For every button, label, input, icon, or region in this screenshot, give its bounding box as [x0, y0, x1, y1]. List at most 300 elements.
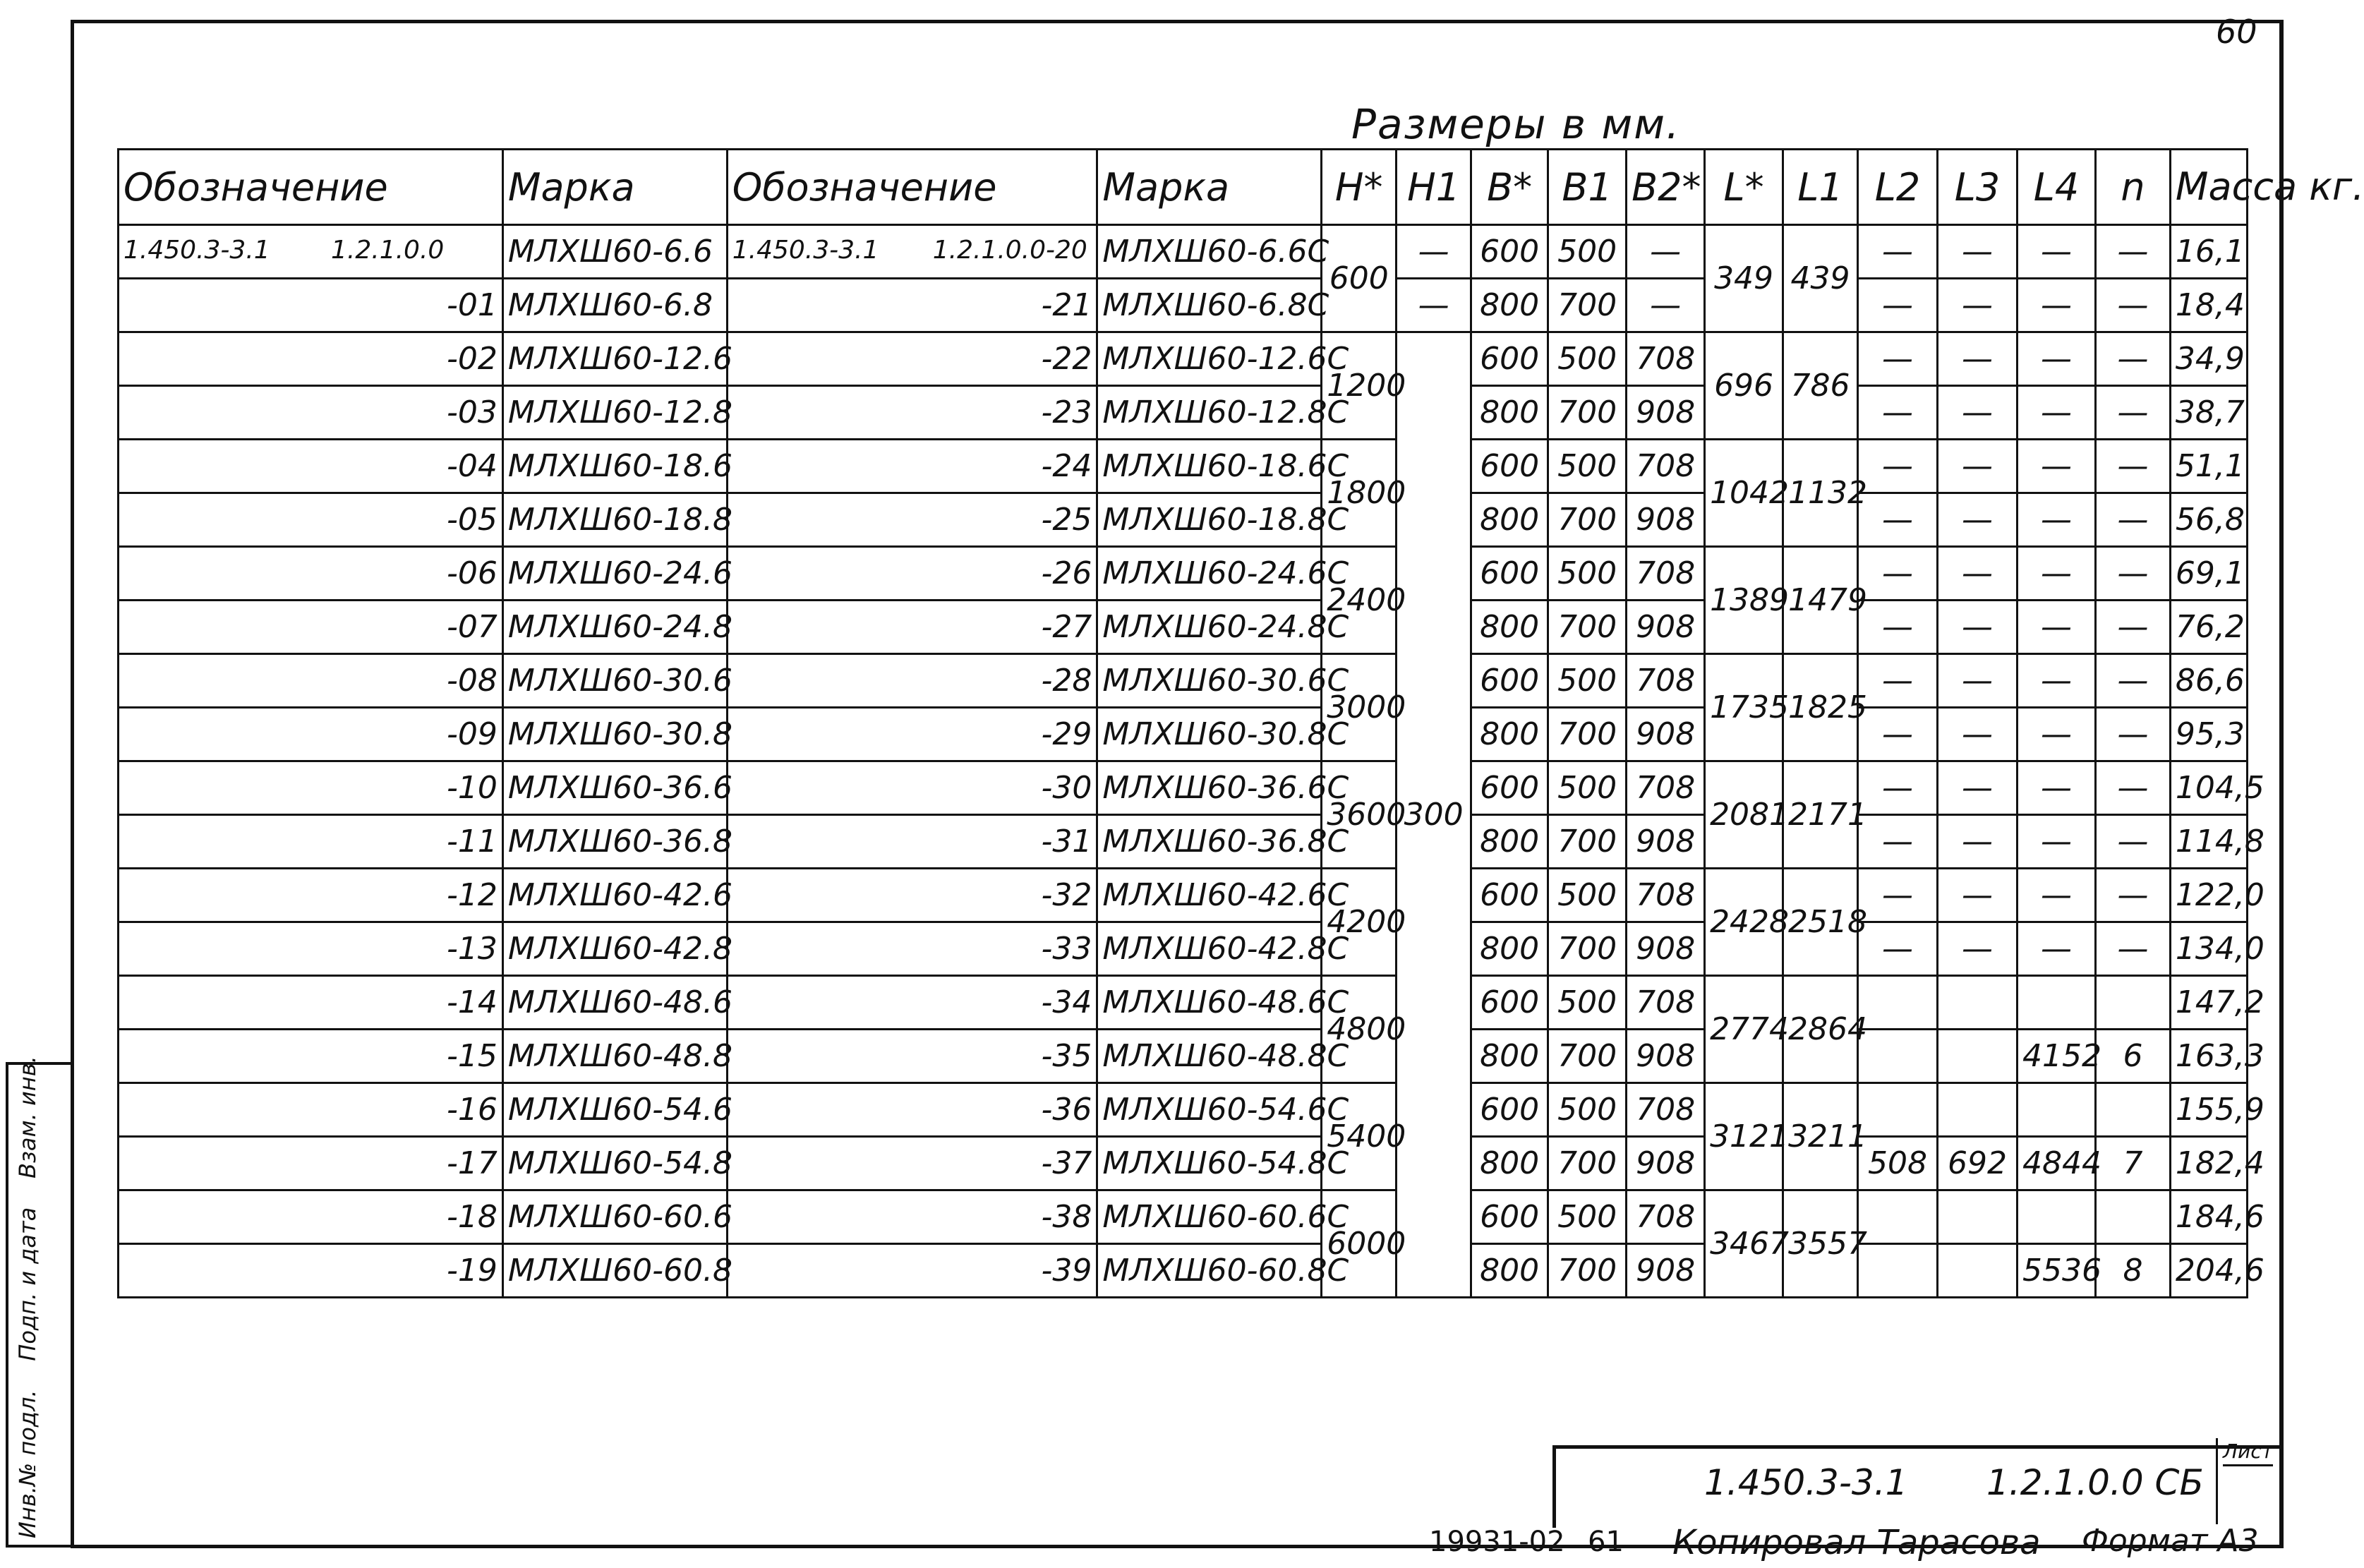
designation-right-suffix: -29 — [1041, 716, 1092, 752]
designation-left-suffix: -17 — [447, 1145, 497, 1181]
cell-l3 — [1937, 1030, 2017, 1083]
designation-left — [119, 1244, 503, 1298]
cell-l2 — [1857, 976, 1937, 1030]
cell-mass: 16,1 — [2170, 225, 2247, 279]
cell-mass: 147,2 — [2170, 976, 2247, 1030]
header-n: n — [2095, 150, 2170, 225]
designation-left — [119, 815, 503, 869]
mark-right: МЛХШ60-24.8С — [1097, 601, 1322, 654]
header-designation-1: Обозначение — [119, 150, 503, 225]
cell-b: 600 — [1471, 1190, 1548, 1244]
cell-l3 — [1937, 976, 2017, 1030]
cell-l1: 2864 — [1783, 976, 1858, 1083]
cell-b2: 708 — [1627, 332, 1705, 386]
cell-l3: — — [1937, 386, 2017, 440]
table-row — [119, 279, 2248, 332]
cell-n — [2095, 976, 2170, 1030]
cell-l4: 4152 — [2017, 1030, 2095, 1083]
cell-l3: — — [1937, 547, 2017, 601]
cell-l4: — — [2017, 225, 2095, 279]
cell-mass: 122,0 — [2170, 869, 2247, 922]
table-row — [119, 1244, 2248, 1298]
header-mark-2: Марка — [1097, 150, 1322, 225]
cell-n: — — [2095, 547, 2170, 601]
designation-left-suffix: -08 — [447, 663, 497, 699]
cell-l1: 3211 — [1783, 1083, 1858, 1190]
cell-n — [2095, 1190, 2170, 1244]
designation-left-suffix: -14 — [447, 984, 497, 1020]
cell-l3: — — [1937, 601, 2017, 654]
cell-b: 800 — [1471, 601, 1548, 654]
cell-b: 800 — [1471, 1137, 1548, 1190]
cell-mass: 56,8 — [2170, 493, 2247, 547]
cell-mass: 86,6 — [2170, 654, 2247, 708]
cell-l2 — [1857, 1030, 1937, 1083]
designation-right — [727, 225, 1097, 279]
cell-b: 600 — [1471, 225, 1548, 279]
designation-right — [727, 976, 1097, 1030]
cell-mass: 163,3 — [2170, 1030, 2247, 1083]
cell-l3: — — [1937, 225, 2017, 279]
cell-n: — — [2095, 869, 2170, 922]
designation-left-suffix: -19 — [447, 1253, 497, 1289]
footer-format: Формат А3 — [2082, 1523, 2259, 1559]
designation-left-suffix: -07 — [447, 609, 497, 645]
header-b2: B2* — [1627, 150, 1705, 225]
cell-l2: — — [1857, 386, 1937, 440]
designation-right-suffix: -31 — [1041, 824, 1092, 860]
mark-left: МЛХШ60-30.8 — [502, 708, 727, 761]
cell-b1: 500 — [1548, 1190, 1627, 1244]
cell-l: 2081 — [1705, 761, 1783, 869]
mark-right: МЛХШ60-48.8С — [1097, 1030, 1322, 1083]
side-stamp-labels — [14, 1056, 41, 1538]
mark-left: МЛХШ60-6.6 — [502, 225, 727, 279]
cell-l2: — — [1857, 225, 1937, 279]
cell-l3: — — [1937, 279, 2017, 332]
cell-h: 4800 — [1322, 976, 1397, 1083]
table-row — [119, 1083, 2248, 1137]
cell-l: 3121 — [1705, 1083, 1783, 1190]
cell-l2: — — [1857, 601, 1937, 654]
designation-right-suffix: -28 — [1041, 663, 1092, 699]
mark-right: МЛХШ60-30.6С — [1097, 654, 1322, 708]
cell-l4: — — [2017, 761, 2095, 815]
designation-left — [119, 547, 503, 601]
cell-b2: 908 — [1627, 922, 1705, 976]
cell-b2: 908 — [1627, 815, 1705, 869]
cell-h: 5400 — [1322, 1083, 1397, 1190]
cell-l4: — — [2017, 440, 2095, 493]
table-row — [119, 815, 2248, 869]
designation-left — [119, 708, 503, 761]
cell-l4: — — [2017, 279, 2095, 332]
cell-h: 1200 — [1322, 332, 1397, 440]
cell-l1: 1825 — [1783, 654, 1858, 761]
cell-l4: — — [2017, 493, 2095, 547]
header-l3: L3 — [1937, 150, 2017, 225]
cell-n: — — [2095, 922, 2170, 976]
designation-right-suffix: -25 — [1041, 502, 1092, 538]
mark-right: МЛХШ60-54.6С — [1097, 1083, 1322, 1137]
cell-b: 800 — [1471, 1244, 1548, 1298]
cell-l: 1042 — [1705, 440, 1783, 547]
mark-left: МЛХШ60-48.8 — [502, 1030, 727, 1083]
designation-left-suffix: -05 — [447, 502, 497, 538]
cell-l2 — [1857, 1083, 1937, 1137]
cell-b1: 700 — [1548, 386, 1627, 440]
table-row — [119, 708, 2248, 761]
designation-right — [727, 922, 1097, 976]
mark-right: МЛХШ60-42.8С — [1097, 922, 1322, 976]
cell-l3: — — [1937, 708, 2017, 761]
cell-b1: 700 — [1548, 1030, 1627, 1083]
cell-b1: 700 — [1548, 1244, 1627, 1298]
cell-l4: 5536 — [2017, 1244, 2095, 1298]
cell-l1: 2171 — [1783, 761, 1858, 869]
table-row — [119, 922, 2248, 976]
mark-right: МЛХШ60-36.6С — [1097, 761, 1322, 815]
designation-right-suffix: -34 — [1041, 984, 1092, 1020]
cell-l1: 3557 — [1783, 1190, 1858, 1298]
table-row — [119, 761, 2248, 815]
side-label-inv: Инв.№ подл. — [14, 1389, 41, 1538]
mark-left: МЛХШ60-6.8 — [502, 279, 727, 332]
cell-n: — — [2095, 225, 2170, 279]
table-row — [119, 225, 2248, 279]
cell-mass: 69,1 — [2170, 547, 2247, 601]
cell-h1: — — [1397, 279, 1471, 332]
designation-left — [119, 386, 503, 440]
designation-right — [727, 1137, 1097, 1190]
cell-b: 600 — [1471, 440, 1548, 493]
cell-n: 8 — [2095, 1244, 2170, 1298]
cell-mass: 38,7 — [2170, 386, 2247, 440]
cell-b2: 908 — [1627, 1244, 1705, 1298]
designation-left — [119, 601, 503, 654]
cell-h: 3000 — [1322, 654, 1397, 761]
cell-b: 800 — [1471, 386, 1548, 440]
cell-b2: — — [1627, 225, 1705, 279]
cell-h: 1800 — [1322, 440, 1397, 547]
cell-h: 600 — [1322, 225, 1397, 332]
cell-b1: 500 — [1548, 761, 1627, 815]
table-row — [119, 654, 2248, 708]
cell-b1: 500 — [1548, 332, 1627, 386]
designation-left-suffix: -12 — [447, 877, 497, 913]
cell-l4: 4844 — [2017, 1137, 2095, 1190]
cell-b: 800 — [1471, 815, 1548, 869]
designation-right-suffix: -38 — [1041, 1199, 1092, 1235]
cell-b1: 500 — [1548, 547, 1627, 601]
designation-right-suffix: -39 — [1041, 1253, 1092, 1289]
cell-l4: — — [2017, 869, 2095, 922]
designation-right-suffix: -23 — [1041, 394, 1092, 430]
cell-l: 349 — [1705, 225, 1783, 332]
cell-l4: — — [2017, 547, 2095, 601]
cell-b2: 708 — [1627, 440, 1705, 493]
dimensions-title: Размеры в мм. — [1351, 100, 1681, 148]
cell-l: 1389 — [1705, 547, 1783, 654]
designation-left-suffix: -04 — [447, 448, 497, 484]
designation-left-suffix: -13 — [447, 931, 497, 967]
designation-right — [727, 1190, 1097, 1244]
designation-right — [727, 815, 1097, 869]
side-label-sign: Подп. и дата — [14, 1207, 41, 1361]
cell-l2: — — [1857, 761, 1937, 815]
designation-left-suffix: -18 — [447, 1199, 497, 1235]
designation-right — [727, 708, 1097, 761]
cell-n: — — [2095, 493, 2170, 547]
designation-right — [727, 1030, 1097, 1083]
designation-right-suffix: -32 — [1041, 877, 1092, 913]
cell-b1: 500 — [1548, 654, 1627, 708]
designation-right-suffix: -35 — [1041, 1038, 1092, 1074]
mark-left: МЛХШ60-36.8 — [502, 815, 727, 869]
footer-order-number: 19931-02 — [1429, 1526, 1565, 1558]
cell-b: 800 — [1471, 922, 1548, 976]
mark-right: МЛХШ60-18.8С — [1097, 493, 1322, 547]
designation-left-code: 1.450.3-3.1 — [123, 236, 270, 265]
designation-right-suffix: -24 — [1041, 448, 1092, 484]
cell-b: 600 — [1471, 547, 1548, 601]
designation-right — [727, 332, 1097, 386]
mark-left: МЛХШ60-18.6 — [502, 440, 727, 493]
header-h: H* — [1322, 150, 1397, 225]
cell-mass: 51,1 — [2170, 440, 2247, 493]
mark-right: МЛХШ60-12.8С — [1097, 386, 1322, 440]
cell-l4 — [2017, 1190, 2095, 1244]
cell-b1: 500 — [1548, 440, 1627, 493]
cell-b2: 708 — [1627, 654, 1705, 708]
cell-b2: 708 — [1627, 761, 1705, 815]
cell-h1: 300 — [1397, 332, 1471, 1298]
designation-right-suffix: -22 — [1041, 341, 1092, 377]
cell-n: — — [2095, 601, 2170, 654]
designation-right-suffix: -33 — [1041, 931, 1092, 967]
mark-left: МЛХШ60-18.8 — [502, 493, 727, 547]
cell-mass: 155,9 — [2170, 1083, 2247, 1137]
header-l: L* — [1705, 150, 1783, 225]
designation-right — [727, 601, 1097, 654]
cell-l4: — — [2017, 654, 2095, 708]
cell-mass: 182,4 — [2170, 1137, 2247, 1190]
mark-right: МЛХШ60-42.6С — [1097, 869, 1322, 922]
designation-left-suffix: -03 — [447, 394, 497, 430]
header-l4: L4 — [2017, 150, 2095, 225]
designation-left — [119, 761, 503, 815]
cell-b2: 708 — [1627, 976, 1705, 1030]
mark-right: МЛХШ60-18.6С — [1097, 440, 1322, 493]
mark-right: МЛХШ60-30.8С — [1097, 708, 1322, 761]
table-row — [119, 601, 2248, 654]
cell-l4: — — [2017, 386, 2095, 440]
cell-l2: — — [1857, 708, 1937, 761]
cell-mass: 104,5 — [2170, 761, 2247, 815]
cell-b: 600 — [1471, 332, 1548, 386]
cell-b1: 700 — [1548, 601, 1627, 654]
cell-b: 800 — [1471, 279, 1548, 332]
table-row — [119, 1030, 2248, 1083]
designation-left — [119, 225, 503, 279]
specification-table — [117, 148, 2364, 1298]
mark-left: МЛХШ60-42.8 — [502, 922, 727, 976]
designation-right-suffix: -26 — [1041, 555, 1092, 591]
mark-right: МЛХШ60-24.6С — [1097, 547, 1322, 601]
designation-left-suffix: -06 — [447, 555, 497, 591]
designation-right-suffix: 1.2.1.0.0-20 — [932, 236, 1087, 265]
side-label-replace: Взам. инв. — [14, 1056, 41, 1179]
table-body — [119, 225, 2265, 1298]
designation-right — [727, 654, 1097, 708]
cell-n: — — [2095, 440, 2170, 493]
cell-l3: — — [1937, 815, 2017, 869]
cell-b1: 500 — [1548, 1083, 1627, 1137]
cell-l2: — — [1857, 547, 1937, 601]
cell-l4: — — [2017, 922, 2095, 976]
cell-l: 696 — [1705, 332, 1783, 440]
cell-b2: 708 — [1627, 869, 1705, 922]
designation-left — [119, 1190, 503, 1244]
mark-right: МЛХШ60-48.6С — [1097, 976, 1322, 1030]
designation-left — [119, 493, 503, 547]
designation-right — [727, 1083, 1097, 1137]
cell-l2: — — [1857, 869, 1937, 922]
cell-b2: 908 — [1627, 1137, 1705, 1190]
cell-h: 6000 — [1322, 1190, 1397, 1298]
cell-l4 — [2017, 976, 2095, 1030]
cell-n — [2095, 1083, 2170, 1137]
header-mass: Масса кг. — [2170, 150, 2247, 225]
cell-h: 3600 — [1322, 761, 1397, 869]
designation-left-suffix: -01 — [447, 287, 497, 323]
table-row — [119, 386, 2248, 440]
cell-b1: 500 — [1548, 225, 1627, 279]
cell-mass: 134,0 — [2170, 922, 2247, 976]
mark-left: МЛХШ60-54.8 — [502, 1137, 727, 1190]
mark-left: МЛХШ60-12.8 — [502, 386, 727, 440]
designation-left — [119, 654, 503, 708]
table-row — [119, 869, 2248, 922]
cell-l2: 508 — [1857, 1137, 1937, 1190]
cell-b1: 500 — [1548, 869, 1627, 922]
cell-h: 2400 — [1322, 547, 1397, 654]
cell-b1: 700 — [1548, 708, 1627, 761]
cell-n: — — [2095, 761, 2170, 815]
cell-h1: — — [1397, 225, 1471, 279]
cell-n: 6 — [2095, 1030, 2170, 1083]
mark-right: МЛХШ60-6.6С — [1097, 225, 1322, 279]
table-row — [119, 493, 2248, 547]
cell-b: 600 — [1471, 869, 1548, 922]
cell-l2 — [1857, 1244, 1937, 1298]
mark-left: МЛХШ60-60.8 — [502, 1244, 727, 1298]
cell-b2: 708 — [1627, 1190, 1705, 1244]
mark-left: МЛХШ60-24.8 — [502, 601, 727, 654]
cell-l: 3467 — [1705, 1190, 1783, 1298]
cell-l1: 2518 — [1783, 869, 1858, 976]
cell-b2: — — [1627, 279, 1705, 332]
cell-b2: 908 — [1627, 493, 1705, 547]
cell-l3 — [1937, 1190, 2017, 1244]
cell-l3: — — [1937, 761, 2017, 815]
designation-right-suffix: -36 — [1041, 1092, 1092, 1128]
cell-l3: — — [1937, 922, 2017, 976]
designation-right-suffix: -30 — [1041, 770, 1092, 806]
cell-l2: — — [1857, 654, 1937, 708]
header-mark-1: Марка — [502, 150, 727, 225]
cell-l2 — [1857, 1190, 1937, 1244]
designation-left — [119, 976, 503, 1030]
mark-left: МЛХШ60-60.6 — [502, 1190, 727, 1244]
cell-mass: 204,6 — [2170, 1244, 2247, 1298]
designation-right-code: 1.450.3-3.1 — [732, 236, 879, 265]
cell-l4: — — [2017, 708, 2095, 761]
cell-mass: 114,8 — [2170, 815, 2247, 869]
designation-left — [119, 279, 503, 332]
cell-l4: — — [2017, 332, 2095, 386]
cell-n: — — [2095, 386, 2170, 440]
designation-right — [727, 869, 1097, 922]
mark-left: МЛХШ60-54.6 — [502, 1083, 727, 1137]
footer-sheet-number: 61 — [1588, 1526, 1624, 1558]
cell-b2: 908 — [1627, 601, 1705, 654]
cell-l3: — — [1937, 654, 2017, 708]
designation-left-suffix: -09 — [447, 716, 497, 752]
title-block-code: 1.450.3-3.1 — [1704, 1462, 1908, 1503]
cell-mass: 34,9 — [2170, 332, 2247, 386]
cell-l1: 1479 — [1783, 547, 1858, 654]
mark-right: МЛХШ60-60.8С — [1097, 1244, 1322, 1298]
designation-left-suffix: -10 — [447, 770, 497, 806]
cell-l3 — [1937, 1083, 2017, 1137]
cell-mass: 18,4 — [2170, 279, 2247, 332]
designation-left-suffix: -02 — [447, 341, 497, 377]
designation-left-suffix: -16 — [447, 1092, 497, 1128]
designation-right — [727, 279, 1097, 332]
cell-n: — — [2095, 654, 2170, 708]
cell-l1: 786 — [1783, 332, 1858, 440]
cell-mass: 95,3 — [2170, 708, 2247, 761]
mark-right: МЛХШ60-12.6С — [1097, 332, 1322, 386]
designation-left — [119, 869, 503, 922]
mark-left: МЛХШ60-24.6 — [502, 547, 727, 601]
table-row — [119, 440, 2248, 493]
header-l2: L2 — [1857, 150, 1937, 225]
cell-l2: — — [1857, 815, 1937, 869]
mark-right: МЛХШ60-36.8С — [1097, 815, 1322, 869]
designation-left-suffix: -15 — [447, 1038, 497, 1074]
cell-b: 600 — [1471, 654, 1548, 708]
designation-right — [727, 1244, 1097, 1298]
designation-left — [119, 1137, 503, 1190]
header-l1: L1 — [1783, 150, 1858, 225]
designation-right — [727, 761, 1097, 815]
mark-right: МЛХШ60-6.8С — [1097, 279, 1322, 332]
table-row — [119, 1137, 2248, 1190]
mark-left: МЛХШ60-42.6 — [502, 869, 727, 922]
table-row — [119, 332, 2248, 386]
cell-l3: 692 — [1937, 1137, 2017, 1190]
cell-b2: 908 — [1627, 708, 1705, 761]
designation-left — [119, 1030, 503, 1083]
designation-right-suffix: -37 — [1041, 1145, 1092, 1181]
mark-left: МЛХШ60-12.6 — [502, 332, 727, 386]
cell-l3: — — [1937, 493, 2017, 547]
designation-right — [727, 493, 1097, 547]
cell-l2: — — [1857, 332, 1937, 386]
cell-l2: — — [1857, 922, 1937, 976]
